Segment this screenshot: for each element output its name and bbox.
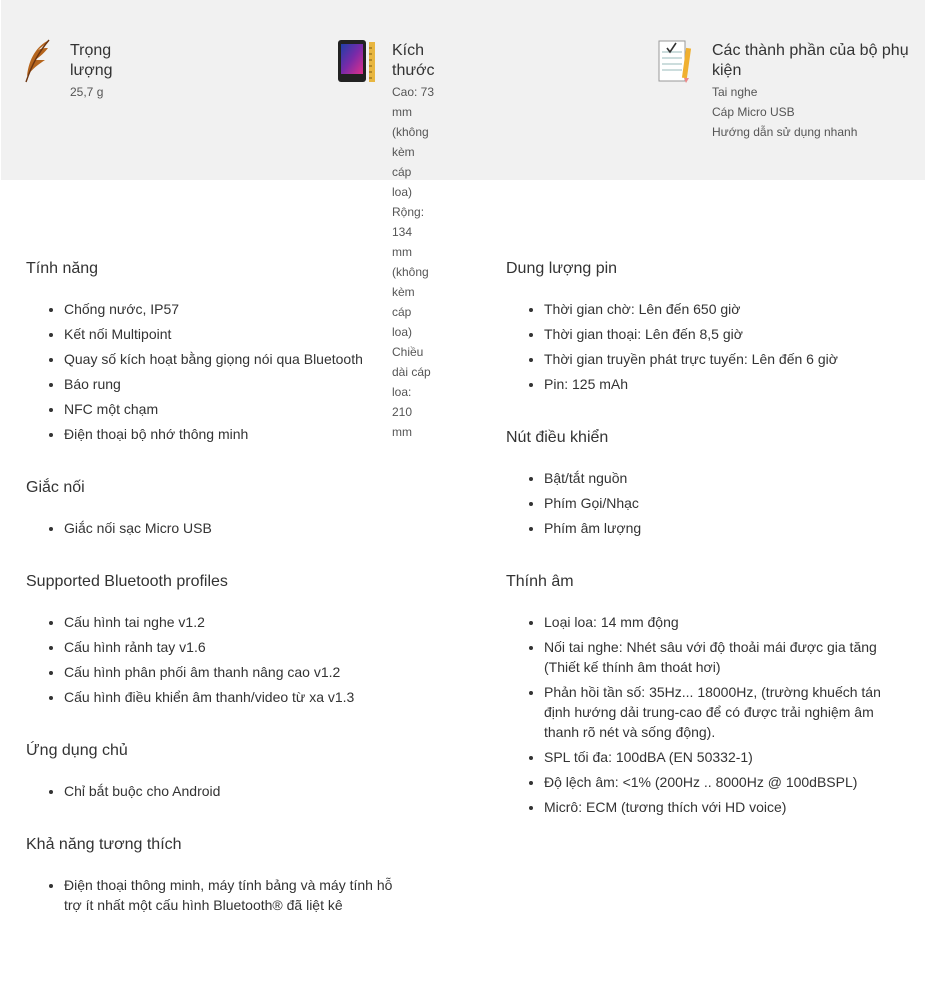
connector-list <box>26 518 426 538</box>
section-title: Ứng dụng chủ <box>26 742 128 759</box>
list-item: • Giắc nối sạc Micro USB <box>64 518 426 538</box>
spec-title: Trọng lượng <box>70 42 113 79</box>
feather-icon <box>23 38 55 84</box>
right-column <box>506 258 890 822</box>
section-title: Giắc nối <box>26 479 85 496</box>
spec-line: Chiều dài cáp loa: 210 mm <box>392 345 431 439</box>
list-item: • Thời gian chờ: Lên đến 650 giờ <box>544 299 890 319</box>
spec-line: Hướng dẫn sử dụng nhanh <box>712 125 858 139</box>
left-column <box>26 258 426 920</box>
list-item: • Thời gian truyền phát trực tuyến: Lên đến 6 giờ <box>544 349 890 369</box>
list-item: • Thời gian thoại: Lên đến 8,5 giờ <box>544 324 890 344</box>
list-item: • Báo rung <box>64 374 426 394</box>
list-item: • Phím âm lượng <box>544 518 890 538</box>
battery-list <box>506 299 890 394</box>
spec-line: Cao: 73 mm (không kèm cáp loa) <box>392 85 435 199</box>
list-item: • Bật/tắt nguồn <box>544 468 890 488</box>
bluetooth-profiles-list <box>26 612 426 707</box>
list-item: • Điện thoại thông minh, máy tính bảng và máy tính hỗ trợ ít nhất một cấu hình Bluetooth® đã liệt kê <box>64 875 396 915</box>
list-item: • Quay số kích hoạt bằng giọng nói qua Bluetooth <box>64 349 426 369</box>
list-item: • Phản hồi tần số: 35Hz... 18000Hz, (trường khuếch tán định hướng dải trung-cao để có được trải nghiệm âm thanh rõ nét và sống động). <box>544 682 890 742</box>
checklist-icon <box>657 38 693 84</box>
section-title: Thính âm <box>506 573 574 590</box>
spec-title: Kích thước <box>392 42 435 79</box>
list-item: • SPL tối đa: 100dBA (EN 50332-1) <box>544 747 890 767</box>
host-app-list <box>26 781 426 801</box>
section-title: Dung lượng pin <box>506 260 618 277</box>
phone-ruler-icon <box>337 38 377 84</box>
audio-list <box>506 612 890 817</box>
list-item: • Kết nối Multipoint <box>64 324 426 344</box>
spec-line: Tai nghe <box>712 85 758 99</box>
feature-list <box>26 299 426 444</box>
list-item: • NFC một chạm <box>64 399 426 419</box>
list-item: • Micrô: ECM (tương thích với HD voice) <box>544 797 890 817</box>
list-item: • Cấu hình tai nghe v1.2 <box>64 612 426 632</box>
list-item: • Cấu hình điều khiển âm thanh/video từ xa v1.3 <box>64 687 426 707</box>
list-item: • Chỉ bắt buộc cho Android <box>64 781 426 801</box>
list-item: • Cấu hình phân phối âm thanh nâng cao v1.2 <box>64 662 426 682</box>
controls-list <box>506 468 890 538</box>
section-title: Supported Bluetooth profiles <box>26 573 228 590</box>
list-item: • Điện thoại bộ nhớ thông minh <box>64 424 426 444</box>
list-item: • Loại loa: 14 mm động <box>544 612 890 632</box>
list-item: • Độ lệch âm: <1% (200Hz .. 8000Hz @ 100dBSPL) <box>544 772 890 792</box>
section-title: Khả năng tương thích <box>26 836 182 853</box>
list-item: • Nối tai nghe: Nhét sâu với độ thoải mái được gia tăng (Thiết kế thính âm thoát hơi) <box>544 637 890 677</box>
list-item: • Chống nước, IP57 <box>64 299 426 319</box>
spec-line: 25,7 g <box>70 85 104 99</box>
list-item: • Pin: 125 mAh <box>544 374 890 394</box>
spec-title: Các thành phần của bộ phụ kiện <box>712 42 909 79</box>
compatibility-list <box>26 875 426 915</box>
spec-line: Rộng: 134 mm (không kèm cáp loa) <box>392 205 429 339</box>
list-item: • Phím Gọi/Nhạc <box>544 493 890 513</box>
section-title: Nút điều khiển <box>506 429 609 446</box>
spec-line: Cáp Micro USB <box>712 105 795 119</box>
list-item: • Cấu hình rảnh tay v1.6 <box>64 637 426 657</box>
section-title: Tính năng <box>26 260 99 277</box>
